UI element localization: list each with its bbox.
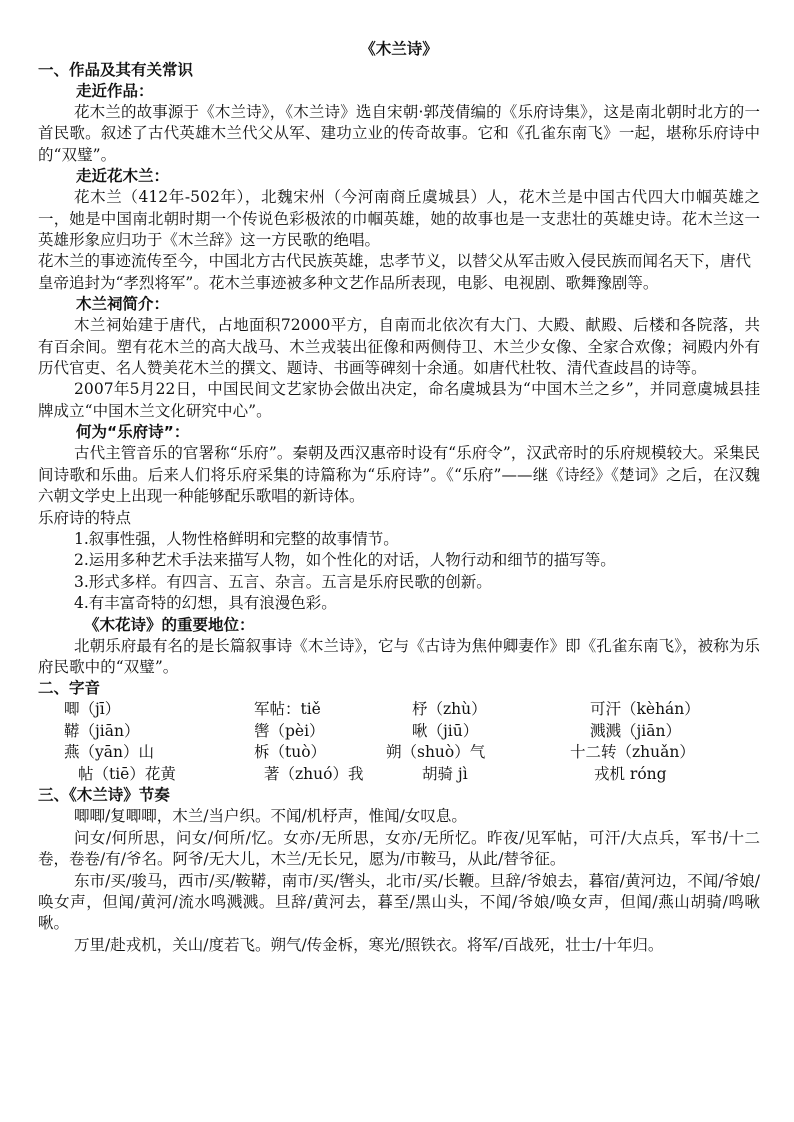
pronunciation-item: 帖（tiē）花黄 [78,764,176,783]
pronunciation-item: 可汗（kèhán） [590,700,700,719]
pronunciation-item: 啾（jiū） [412,721,479,740]
subheading-works: 走近作品： [76,82,154,100]
section-heading-pronunciation: 二、字音 [38,679,101,698]
subheading-mulan: 走近花木兰： [76,167,170,186]
feature-item: 1.叙事性强，人物性格鲜明和完整的故事情节。 [74,529,399,548]
subheading-status: 《木花诗》的重要地位： [84,615,255,634]
paragraph-mulan-1: 花木兰（412年-502年），北魏宋州（今河南商丘虞城县）人，花木兰是中国古代四大巾帼英雄之一，她是中国南北朝时期一个传说色彩极浓的巾帼英雄，她的故事也是一支悲壮的英雄史诗。花木兰这一英雄形象应归功于《木兰辞》这一方民歌的绝唱。 [38,188,760,250]
pronunciation-item: 著（zhuó）我 [264,764,364,783]
paragraph-yuefu: 古代主管音乐的官署称“乐府”。秦朝及西汉惠帝时设有“乐府令”，汉武帝时的乐府规模较大。采集民间诗歌和乐曲。后来人们将乐府采集的诗篇称为“乐府诗”。《“乐府”——继《诗经》《楚词》之后，在汉魏六朝文学史上出现一种能够配乐歌唱的新诗体。 [38,444,760,506]
pronunciation-item: 柝（tuò） [254,743,327,762]
rhythm-paragraph: 问女/何所思，问女/何所/忆。女亦/无所思，女亦/无所忆。昨夜/见军帖，可汗/大点兵，军书/十二卷，卷卷/有/爷名。阿爷/无大儿，木兰/无长兄，愿为/市鞍马，从此/替爷征。 [38,828,760,869]
paragraph-mulan-2: 花木兰的事迹流传至今，中国北方古代民族英雄，忠孝节义，以替父从军击败入侵民族而闻名天下，唐代皇帝追封为“孝烈将军”。花木兰事迹被多种文艺作品所表现，电影、电视剧、歌舞豫剧等。 [38,252,752,292]
pronunciation-item: 燕（yān）山 [64,743,154,762]
pronunciation-item: 十二转（zhuǎn） [570,743,695,762]
pronunciation-grid [38,699,760,785]
page-title: 《木兰诗》 [360,40,438,58]
section-heading-knowledge: 一、作品及其有关常识 [38,61,194,79]
rhythm-paragraph: 唧唧/复唧唧，木兰/当户织。不闻/机杼声，惟闻/女叹息。 [74,807,467,826]
feature-item: 2.运用多种艺术手法来描写人物，如个性化的对话，人物行动和细节的描写等。 [74,551,616,570]
pronunciation-item: 杼（zhù） [412,700,487,719]
subheading-temple: 木兰祠简介： [76,295,170,314]
subheading-yuefu: 何为“乐府诗”： [76,423,190,442]
paragraph-works: 花木兰的故事源于《木兰诗》，《木兰诗》选自宋朝·郭茂倩编的《乐府诗集》，这是南北朝时北方的一首民歌。叙述了古代英雄木兰代父从军、建功立业的传奇故事。它和《孔雀东南飞》一起，堪称乐府诗中的“双璧”。 [38,103,760,164]
paragraph-status: 北朝乐府最有名的是长篇叙事诗《木兰诗》，它与《古诗为焦仲卿妻作》即《孔雀东南飞》，被称为乐府民歌中的“双璧”。 [38,636,760,676]
paragraph-temple-1: 木兰祠始建于唐代，占地面积72000平方，自南而北依次有大门、大殿、献殿、后楼和各院落，共有百余间。塑有花木兰的高大战马、木兰戎装出征像和两侧侍卫、木兰少女像、全家合欢像；祠殿内外有历代官吏、名人赞美花木兰的撰文、题诗、书画等碑刻十余通。如唐代杜牧、清代查歧昌的诗等。 [38,316,760,378]
features-label: 乐府诗的特点 [38,508,132,527]
section-heading-rhythm: 三、《木兰诗》节奏 [38,786,170,805]
pronunciation-item: 辔（pèi） [254,721,325,740]
pronunciation-item: 溅溅（jiān） [590,721,681,740]
document-page [38,38,760,956]
pronunciation-item: 戎机 róng [594,764,667,783]
pronunciation-item: 唧（jī） [64,700,121,719]
paragraph-temple-2: 2007年5月22日，中国民间文艺家协会做出决定，命名虞城县为“中国木兰之乡”，并同意虞城县挂牌成立“中国木兰文化研究中心”。 [38,380,760,420]
pronunciation-item: 朔（shuò）气 [386,743,486,762]
pronunciation-item: 军帖：tiě [254,700,321,719]
feature-item: 3.形式多样。有四言、五言、杂言。五言是乐府民歌的创新。 [74,572,492,591]
pronunciation-item: 胡骑 jì [422,764,468,783]
pronunciation-item: 鞯（jiān） [64,721,140,740]
rhythm-paragraph: 东市/买/骏马，西市/买/鞍鞯，南市/买/辔头，北市/买/长鞭。旦辞/爷娘去，暮宿/黄河边，不闻/爷娘/唤女声，但闻/黄河/流水鸣溅溅。旦辞/黄河去，暮至/黑山头，不闻/爷娘/唤女声，但闻/燕山胡骑/鸣啾啾。 [38,871,760,933]
rhythm-paragraph: 万里/赴戎机，关山/度若飞。朔气/传金柝，寒光/照铁衣。将军/百战死，壮士/十年归。 [74,935,664,954]
feature-item: 4.有丰富奇特的幻想，具有浪漫色彩。 [74,594,337,613]
